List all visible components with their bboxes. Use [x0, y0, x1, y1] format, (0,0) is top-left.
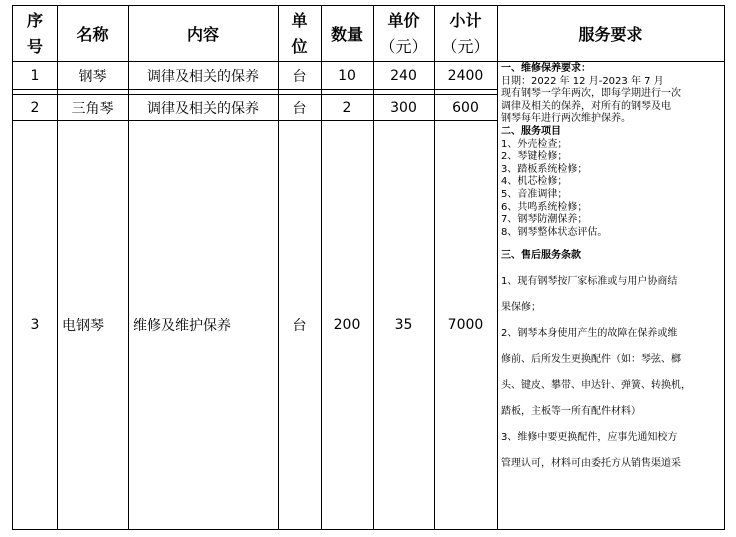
service-items-heading: 二、服务项目 [501, 125, 561, 137]
service-requirements [498, 62, 724, 530]
header-seq [13, 6, 57, 61]
row1-price: 240 [390, 67, 417, 84]
row1-subtotal: 2400 [447, 67, 484, 84]
header-unit-line2: 位 [291, 36, 308, 56]
maintenance-text: 现有钢琴一学年两次，即每学期进行一次 [501, 88, 681, 100]
header-price-line2: （元） [379, 36, 428, 56]
row2-seq: 2 [30, 99, 40, 116]
service-item: 4、机芯检修； [501, 176, 568, 188]
row1-seq: 1 [30, 67, 40, 84]
service-item: 8、钢琴整体状态评估。 [501, 226, 608, 238]
maintenance-text: 钢琴每年进行两次维护保养。 [501, 113, 631, 125]
row2-name: 三角琴 [71, 100, 114, 117]
header-subtotal [434, 6, 497, 61]
row2-subtotal: 600 [452, 99, 479, 116]
after-sales-term: 2、钢琴本身使用产生的故障在保养或维 [501, 328, 678, 340]
header-subtotal-line2: （元） [441, 36, 490, 56]
header-unit [278, 6, 321, 61]
after-sales-term: 1、现有钢琴按厂家标准或与用户协商结 [501, 276, 678, 288]
after-sales-term: 头、键皮、攀带、申达针、弹簧、转换机， [501, 380, 691, 392]
after-sales-term: 修前、后所发生更换配件（如：琴弦、榔 [501, 354, 681, 366]
header-qty: 数量 [330, 25, 363, 44]
header-service: 服务要求 [578, 25, 643, 44]
service-item: 7、钢琴防潮保养； [501, 214, 588, 226]
header-seq-line2: 号 [26, 36, 43, 56]
row2-qty: 2 [342, 99, 352, 116]
header-price [373, 6, 434, 61]
row2-unit: 台 [292, 100, 307, 117]
row1-unit: 台 [292, 68, 307, 85]
row3-price: 35 [394, 317, 413, 333]
service-item: 1、外壳检查； [501, 138, 568, 150]
header-name: 名称 [76, 25, 109, 44]
row3-subtotal: 7000 [447, 317, 484, 333]
service-item: 2、琴键检修； [501, 151, 568, 163]
row1-qty: 10 [338, 67, 356, 84]
row3-seq: 3 [30, 317, 40, 333]
service-item: 6、共鸣系统检修； [501, 201, 588, 213]
header-subtotal-line1: 小计 [449, 10, 482, 30]
maintenance-date: 日期：2022 年 12 月-2023 年 7 月 [501, 75, 664, 87]
row1-name: 钢琴 [78, 68, 107, 85]
header-price-line1: 单价 [387, 10, 420, 30]
row3-qty: 200 [333, 317, 361, 333]
header-seq-line1: 序 [26, 10, 43, 30]
maintenance-text: 调律及相关的保养，对所有的钢琴及电 [501, 100, 671, 112]
maintenance-heading: 一、维修保养要求： [501, 63, 591, 74]
service-item: 3、踏板系统检修； [501, 163, 588, 175]
row-divider [13, 89, 497, 90]
row2-content: 调律及相关的保养 [147, 100, 259, 117]
after-sales-term: 管理认可，材料可由委托方从销售渠道采 [501, 458, 681, 470]
row3-name: 电钢琴 [62, 318, 104, 334]
after-sales-term: 果保修； [501, 302, 541, 314]
after-sales-term: 3、维修中要更换配件，应事先通知校方 [501, 432, 678, 444]
header-content: 内容 [186, 25, 219, 44]
after-sales-term: 踏板，主板等一所有配件材料） [501, 406, 641, 418]
row3-content: 维修及维护保养 [133, 318, 231, 334]
header-unit-line1: 单 [291, 10, 308, 30]
service-item: 5、音准调律； [501, 188, 568, 200]
row1-content: 调律及相关的保养 [147, 68, 259, 85]
after-sales-heading: 三、售后服务条款 [501, 250, 581, 262]
row3-unit: 台 [292, 318, 307, 334]
service-table [12, 5, 725, 530]
row2-price: 300 [390, 99, 417, 116]
